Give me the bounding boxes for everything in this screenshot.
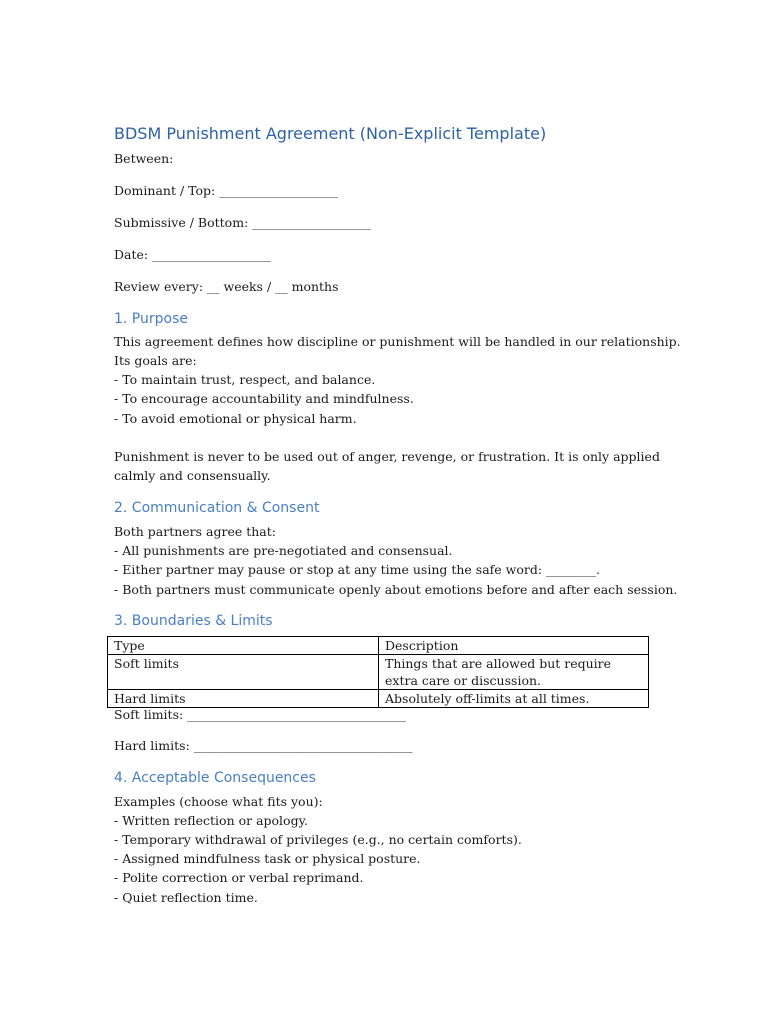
purpose-line: This agreement defines how discipline or punishment will be handled in our relationship. [114,334,681,349]
table-cell: Things that are allowed but require extra care or discussion. [379,655,649,690]
consequences-line: - Written reflection or apology. [114,813,308,828]
consequences-line: - Polite correction or verbal reprimand. [114,870,364,885]
consent-heading: 2. Communication & Consent [114,500,320,516]
table-cell: Soft limits [108,655,379,690]
consent-line: Both partners agree that: [114,524,276,539]
limits-table [107,636,649,708]
purpose-note-line: Punishment is never to be used out of anger, revenge, or frustration. It is only applied [114,449,660,464]
purpose-heading: 1. Purpose [114,311,188,327]
purpose-line: Its goals are: [114,353,197,368]
table-header-cell: Description [379,637,649,655]
review-field: Review every: __ weeks / __ months [114,279,339,294]
consequences-line: - Quiet reflection time. [114,890,258,905]
table-row [108,655,649,690]
consequences-line: - Temporary withdrawal of privileges (e.g., no certain comforts). [114,832,522,847]
submissive-field: Submissive / Bottom: ___________________ [114,215,371,230]
document-title: BDSM Punishment Agreement (Non-Explicit Template) [114,124,547,143]
consent-line: - Both partners must communicate openly about emotions before and after each session. [114,582,678,597]
purpose-note-line: calmly and consensually. [114,468,271,483]
soft-limits-field: Soft limits: ___________________________________ [114,707,406,722]
consent-line: - Either partner may pause or stop at any time using the safe word: ________. [114,562,601,577]
boundaries-heading: 3. Boundaries & Limits [114,613,273,629]
table-header-row [108,637,649,655]
consequences-heading: 4. Acceptable Consequences [114,770,316,786]
purpose-line: - To avoid emotional or physical harm. [114,411,357,426]
purpose-line: - To maintain trust, respect, and balance. [114,372,376,387]
dominant-field: Dominant / Top: ___________________ [114,183,338,198]
table-cell: Hard limits [108,690,379,708]
consequences-line: Examples (choose what fits you): [114,794,323,809]
date-field: Date: ___________________ [114,247,271,262]
purpose-line: - To encourage accountability and mindfulness. [114,391,414,406]
between-label: Between: [114,151,174,166]
table-cell: Absolutely off-limits at all times. [379,690,649,708]
consent-line: - All punishments are pre-negotiated and consensual. [114,543,453,558]
table-header-cell: Type [108,637,379,655]
hard-limits-field: Hard limits: ___________________________________ [114,738,413,753]
consequences-line: - Assigned mindfulness task or physical posture. [114,851,421,866]
